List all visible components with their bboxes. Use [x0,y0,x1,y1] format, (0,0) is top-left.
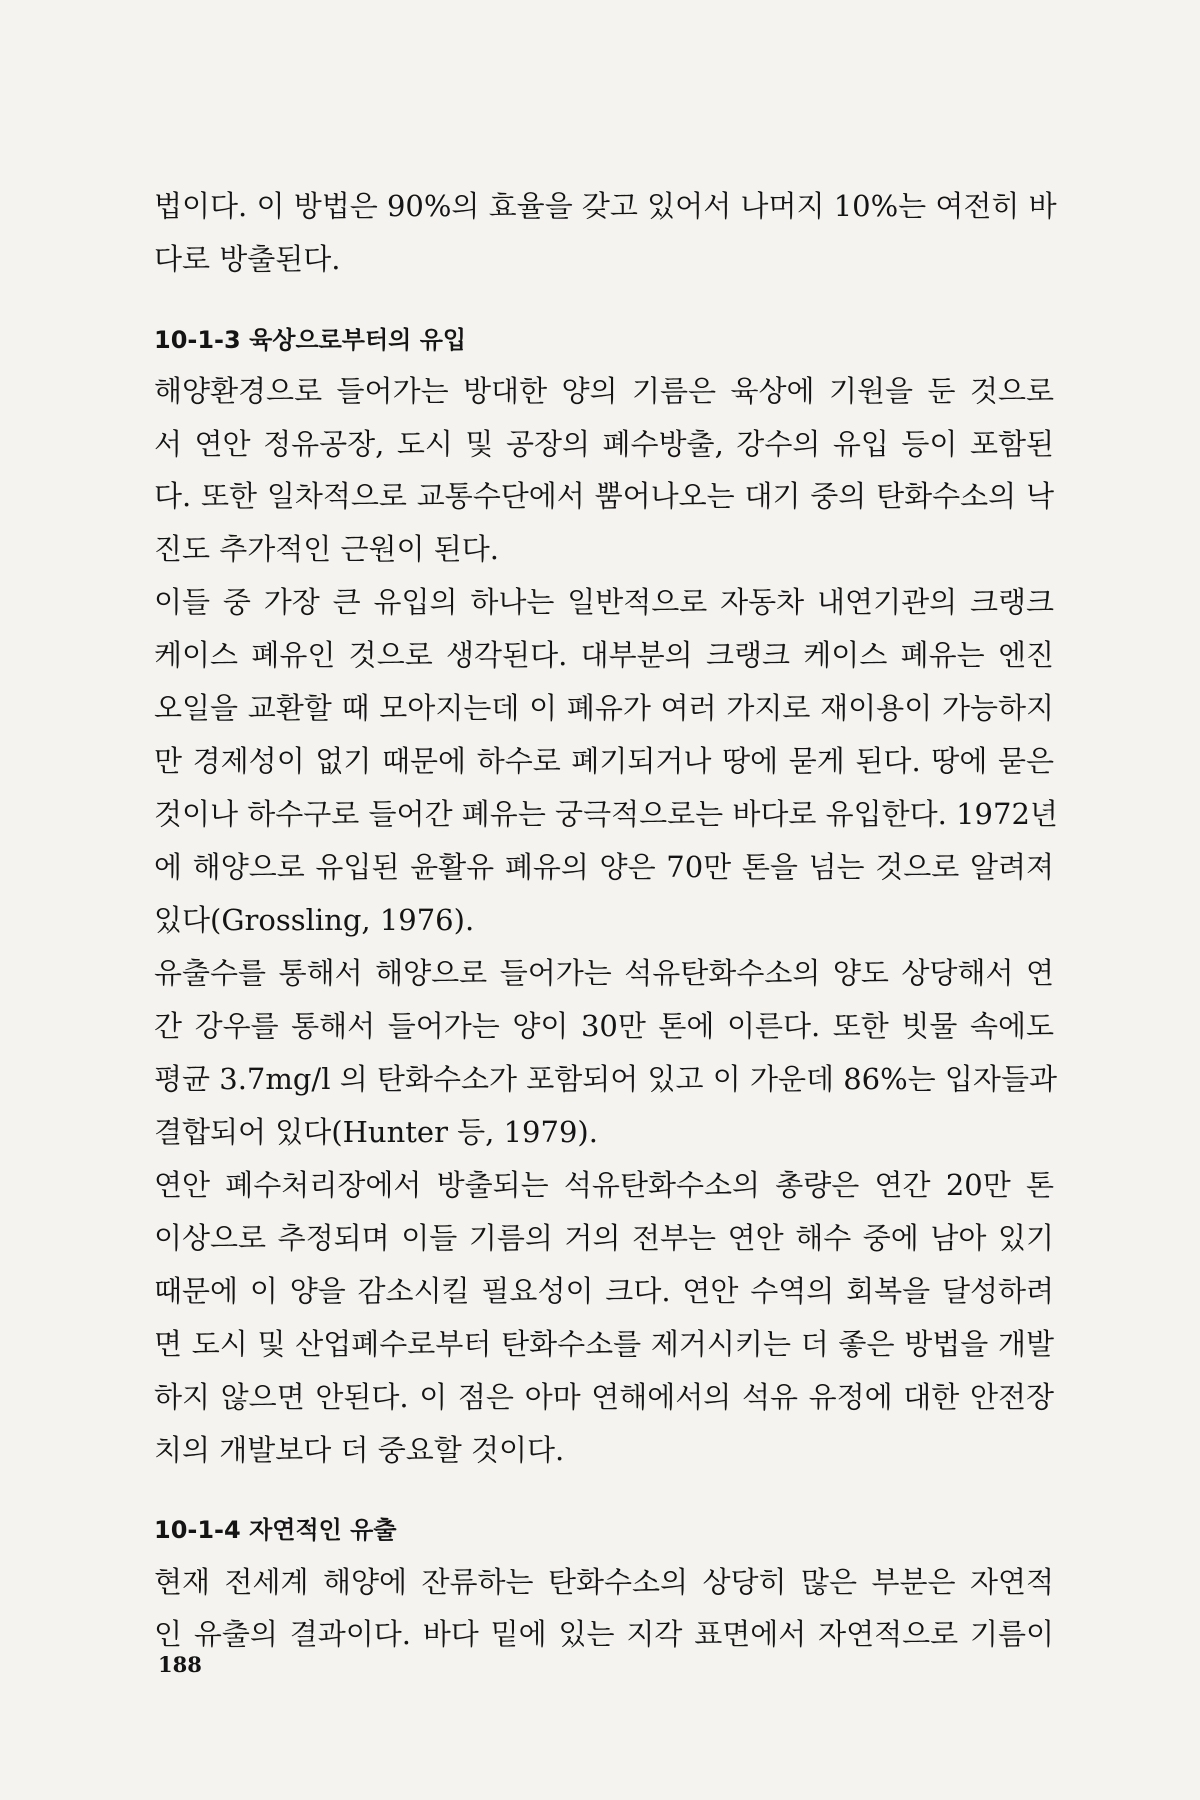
body-line: 법이다. 이 방법은 90%의 효율을 갖고 있어서 나머지 10%는 여전히 바 [154,189,1057,223]
body-line: 서 연안 정유공장, 도시 및 공장의 폐수방출, 강수의 유입 등이 포함된 [154,427,1054,461]
body-line: 결합되어 있다(Hunter 등, 1979). [154,1115,598,1149]
body-line: 다. 또한 일차적으로 교통수단에서 뿜어나오는 대기 중의 탄화수소의 낙 [154,479,1054,513]
body-line: 간 강우를 통해서 들어가는 양이 30만 톤에 이른다. 또한 빗물 속에도 [154,1009,1054,1043]
body-line: 케이스 폐유인 것으로 생각된다. 대부분의 크랭크 케이스 폐유는 엔진 [154,638,1054,672]
body-line: 만 경제성이 없기 때문에 하수로 폐기되거나 땅에 묻게 된다. 땅에 묻은 [154,744,1054,778]
body-line: 있다(Grossling, 1976). [154,903,475,937]
page-number: 188 [158,1652,202,1677]
body-line: 때문에 이 양을 감소시킬 필요성이 크다. 연안 수역의 회복을 달성하려 [154,1274,1054,1308]
body-line: 하지 않으면 안된다. 이 점은 아마 연해에서의 석유 유정에 대한 안전장 [154,1380,1054,1414]
body-line: 이들 중 가장 큰 유입의 하나는 일반적으로 자동차 내연기관의 크랭크 [154,585,1054,619]
body-line: 진도 추가적인 근원이 된다. [154,532,500,566]
body-line: 이상으로 추정되며 이들 기름의 거의 전부는 연안 해수 중에 남아 있기 [154,1221,1054,1255]
body-line: 에 해양으로 유입된 윤활유 폐유의 양은 70만 톤을 넘는 것으로 알려져 [154,850,1054,884]
body-line: 현재 전세계 해양에 잔류하는 탄화수소의 상당히 많은 부분은 자연적 [154,1565,1054,1599]
body-line: 연안 폐수처리장에서 방출되는 석유탄화수소의 총량은 연간 20만 톤 [154,1168,1054,1202]
section-heading: 10-1-4 자연적인 유출 [154,1516,397,1544]
body-line: 인 유출의 결과이다. 바다 밑에 있는 지각 표면에서 자연적으로 기름이 [154,1617,1054,1651]
body-line: 평균 3.7mg/l 의 탄화수소가 포함되어 있고 이 가운데 86%는 입자들과 [154,1062,1057,1096]
body-line: 해양환경으로 들어가는 방대한 양의 기름은 육상에 기원을 둔 것으로 [154,374,1054,408]
section-heading: 10-1-3 육상으로부터의 유입 [154,326,467,354]
body-line: 다로 방출된다. [154,242,341,276]
body-line: 치의 개발보다 더 중요할 것이다. [154,1433,565,1467]
body-line: 유출수를 통해서 해양으로 들어가는 석유탄화수소의 양도 상당해서 연 [154,956,1054,990]
body-line: 오일을 교환할 때 모아지는데 이 폐유가 여러 가지로 재이용이 가능하지 [154,691,1054,725]
body-line: 것이나 하수구로 들어간 폐유는 궁극적으로는 바다로 유입한다. 1972년 [154,797,1058,831]
body-line: 면 도시 및 산업폐수로부터 탄화수소를 제거시키는 더 좋은 방법을 개발 [154,1327,1054,1361]
